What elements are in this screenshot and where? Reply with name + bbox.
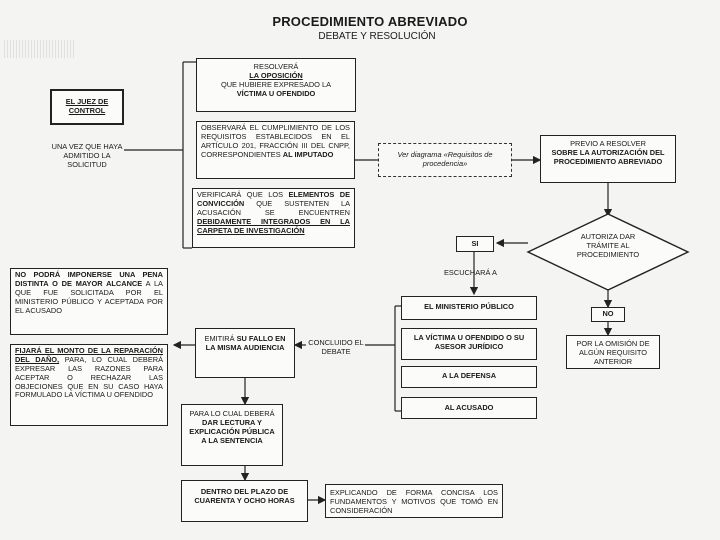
observara-box	[196, 121, 355, 179]
observara-imputado: AL IMPUTADO	[282, 149, 334, 159]
emitira-box	[195, 328, 295, 378]
observara-text: OBSERVARÁ EL CUMPLIMIENTO DE LOS REQUISITOS ESTABLECIDOS EN EL ARTÍCULO 201, FRACCIÓN III DEL CNPP, CORRESPONDIENTES	[201, 123, 350, 159]
resolvera-line-2: LA OPOSICIÓN	[249, 70, 303, 80]
ministerio-label: EL MINISTERIO PÚBLICO	[424, 302, 514, 311]
juez-control-label: EL JUEZ DE CONTROL	[65, 97, 109, 115]
lectura-text-2: DAR LECTURA Y EXPLICACIÓN PÚBLICA A LA SENTENCIA	[189, 417, 275, 445]
page-title: PROCEDIMIENTO ABREVIADO	[272, 14, 468, 29]
explicando-box	[325, 484, 503, 518]
juez-control-box	[50, 89, 124, 125]
resolvera-box	[196, 58, 356, 112]
resolvera-line-3: QUE HUBIERE EXPRESADO LA	[220, 79, 332, 89]
verificara-text-1: VERIFICARÁ QUE LOS	[197, 190, 284, 199]
victima-box	[401, 328, 537, 360]
si-label: SI	[471, 239, 479, 248]
no-box	[591, 307, 625, 322]
si-box	[456, 236, 494, 252]
verificara-text-4: DEBIDAMENTE INTEGRADOS EN LA CARPETA DE INVESTIGACIÓN	[197, 216, 350, 235]
omision-box	[566, 335, 660, 369]
fijara-text-1: FIJARÁ EL MONTO DE LA REPARACIÓN DEL DAÑO,	[15, 346, 163, 364]
resolvera-line-1: RESOLVERÁ	[253, 62, 299, 71]
ministerio-box	[401, 296, 537, 320]
verificara-text-3: QUE SUSTENTEN LA ACUSACIÓN SE ENCUENTREN	[197, 198, 350, 217]
ver-diagrama-box[interactable]	[378, 143, 512, 177]
autoriza-decision: AUTORIZA DAR TRÁMITE AL PROCEDIMIENTO	[576, 232, 640, 259]
acusado-label: AL ACUSADO	[444, 403, 494, 412]
defensa-box	[401, 366, 537, 388]
victima-label: LA VÍCTIMA U OFENDIDO O SU ASESOR JURÍDICO	[413, 333, 525, 351]
resolvera-line-4: VÍCTIMA U OFENDIDO	[236, 88, 316, 98]
concluido-text: CONCLUIDO EL DEBATE	[308, 338, 364, 356]
previo-line-1: PREVIO A RESOLVER	[570, 139, 646, 148]
admitido-text: UNA VEZ QUE HAYA ADMITIDO LA SOLICITUD	[51, 142, 123, 169]
fijara-text-2: PARA, LO CUAL DEBERÁ EXPRESAR LAS RAZONES PARA ACEPTAR O RECHAZAR LAS OBJECIONES QUE EN SU CASO HAYA FORMULADO LA VÍCTIMA U OFENDIDO	[15, 354, 164, 400]
lectura-box	[181, 404, 283, 466]
no-podra-text-2: A LA QUE FUE SOLICITADA POR EL MINISTERIO PÚBLICO Y ACEPTADA POR EL ACUSADO	[15, 278, 163, 315]
defensa-label: A LA DEFENSA	[441, 371, 497, 380]
fijara-box	[10, 344, 168, 426]
acusado-box	[401, 397, 537, 419]
page-subtitle: DEBATE Y RESOLUCIÓN	[318, 31, 436, 42]
verificara-box	[192, 188, 355, 248]
previo-box	[540, 135, 676, 183]
omision-text: POR LA OMISIÓN DE ALGÚN REQUISITO ANTERIOR	[576, 339, 650, 366]
no-podra-text-1: NO PODRÁ IMPONERSE UNA PENA DISTINTA O DE MAYOR ALCANCE	[15, 270, 163, 288]
explicando-text: EXPLICANDO DE FORMA CONCISA LOS FUNDAMENTOS Y MOTIVOS QUE TOMÓ EN CONSIDERACIÓN	[330, 488, 498, 515]
emitira-text-2: SU FALLO EN LA MISMA AUDIENCIA	[205, 334, 286, 352]
lectura-text-1: PARA LO CUAL DEBERÁ	[189, 409, 275, 418]
verificara-text-2: ELEMENTOS DE CONVICCIÓN	[197, 190, 350, 208]
no-label: NO	[602, 309, 614, 318]
ver-diagrama-text: Ver diagrama «Requisitos de procedencia»	[397, 150, 493, 168]
previo-line-2: SOBRE LA AUTORIZACIÓN DEL PROCEDIMIENTO ABREVIADO	[551, 147, 665, 166]
emitira-text-1: EMITIRÁ	[204, 334, 235, 343]
escuchara-text: ESCUCHARÁ A	[444, 268, 497, 277]
no-podra-box	[10, 268, 168, 335]
plazo-box	[181, 480, 308, 522]
plazo-text: DENTRO DEL PLAZO DE CUARENTA Y OCHO HORAS	[194, 487, 295, 505]
